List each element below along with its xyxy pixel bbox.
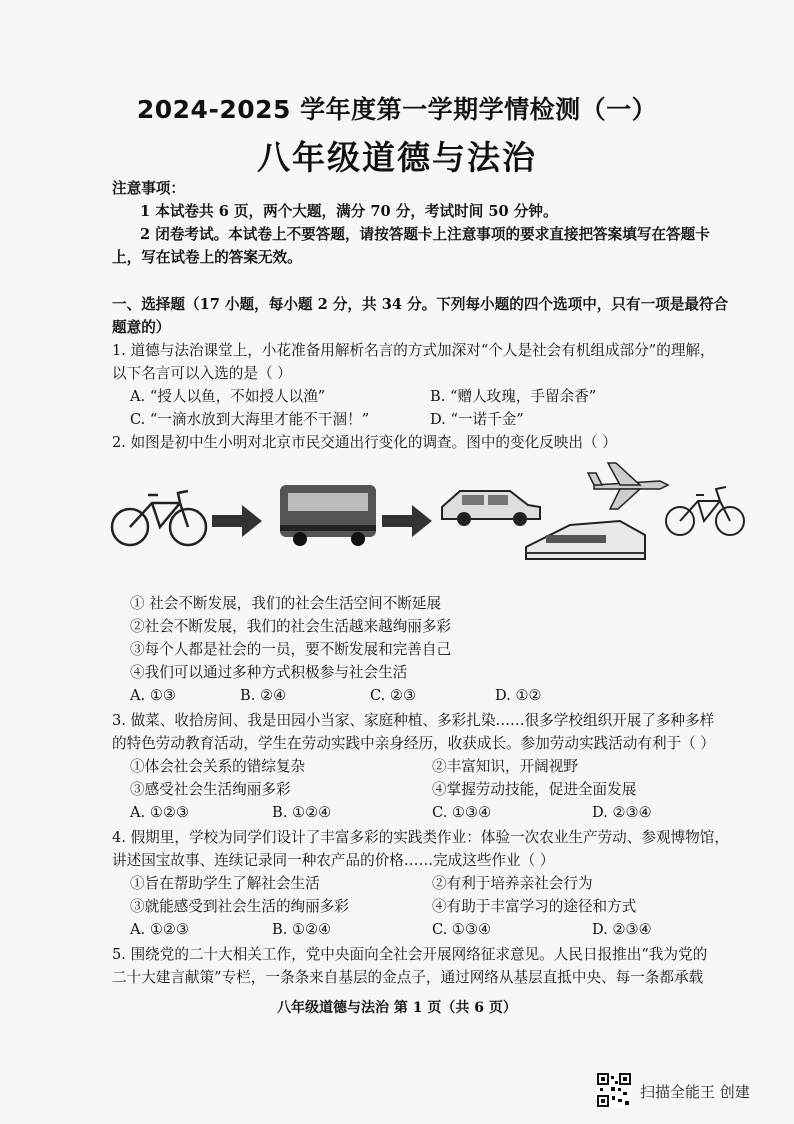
q2-statement-1: ① 社会不断发展，我们的社会生活空间不断延展 (130, 595, 442, 612)
q1-option-b: B. “赠人玫瑰，手留余香” (430, 388, 597, 405)
q1-option-a: A. “授人以鱼，不如授人以渔” (130, 388, 326, 405)
q2-option-d: D. ①② (495, 687, 542, 704)
q3-option-d: D. ②③④ (592, 804, 652, 821)
q4-option-c: C. ①③④ (432, 921, 492, 938)
q2-option-b: B. ②④ (240, 687, 287, 704)
q2-statement-3: ③每个人都是社会的一员，要不断发展和完善自己 (130, 641, 452, 658)
q3-statement-3: ③感受社会生活绚丽多彩 (130, 781, 291, 798)
q4-statement-1: ①旨在帮助学生了解社会生活 (130, 875, 320, 892)
q2-statement-2: ②社会不断发展，我们的社会生活越来越绚丽多彩 (130, 618, 452, 635)
bicycle-icon (112, 491, 206, 545)
q5-stem-cont: 二十大建言献策”专栏，一条条来自基层的金点子，通过网络从基层直抵中央、每一条都承载 (112, 969, 704, 986)
q5-stem: 5. 围绕党的二十大相关工作，党中央面向全社会开展网络征求意见。人民日报推出“我为党的 (112, 946, 708, 963)
bus-icon (280, 485, 376, 546)
scan-watermark-text: 扫描全能王 创建 (640, 1083, 750, 1101)
q4-statement-3: ③就能感受到社会生活的绚丽多彩 (130, 898, 349, 915)
train-icon (526, 521, 645, 559)
shared-bicycle-icon (666, 487, 744, 535)
q1-option-d: D. “一诺千金” (430, 411, 524, 428)
notice-heading: 注意事项： (112, 180, 185, 197)
q1-option-c: C. “一滴水放到大海里才能不干涸！” (130, 411, 370, 428)
exam-title: 2024-2025 学年度第一学期学情检测（一） (136, 95, 658, 124)
q2-option-a: A. ①③ (130, 687, 176, 704)
qr-code-icon (596, 1072, 632, 1108)
scan-watermark (596, 1072, 786, 1112)
section-heading-cont: 题意的） (112, 319, 171, 336)
q3-option-a: A. ①②③ (130, 804, 190, 821)
car-icon (442, 491, 540, 526)
airplane-icon (588, 463, 668, 509)
notice-item-2-cont: 上，写在试卷上的答案无效。 (112, 249, 302, 266)
q2-option-c: C. ②③ (370, 687, 417, 704)
q4-stem: 4. 假期里，学校为同学们设计了丰富多彩的实践类作业：体验一次农业生产劳动、参观博物馆， (112, 829, 729, 846)
q4-option-d: D. ②③④ (592, 921, 652, 938)
notice-item-1: 1 本试卷共 6 页，两个大题，满分 70 分，考试时间 50 分钟。 (140, 203, 558, 220)
q3-statement-4: ④掌握劳动技能，促进全面发展 (432, 781, 637, 798)
q3-stem-cont: 的特色劳动教育活动，学生在劳动实践中亲身经历，收获成长。参加劳动实践活动有利于（ ） (112, 735, 715, 752)
arrow-icon (212, 505, 262, 537)
notice-item-2: 2 闭卷考试。本试卷上不要答题，请按答题卡上注意事项的要求直接把答案填写在答题卡 (140, 226, 710, 243)
q1-stem-cont: 以下名言可以入选的是（ ） (112, 365, 292, 382)
q4-option-b: B. ①②④ (272, 921, 332, 938)
q4-option-a: A. ①②③ (130, 921, 190, 938)
q3-option-c: C. ①③④ (432, 804, 492, 821)
page-footer: 八年级道德与法治 第 1 页（共 6 页） (277, 1000, 517, 1016)
q3-statement-1: ①体会社会关系的错综复杂 (130, 758, 306, 775)
q3-stem: 3. 做菜、收拾房间、我是田园小当家、家庭种植、多彩扎染……很多学校组织开展了多种多样 (112, 712, 715, 729)
q4-stem-cont: 讲述国宝故事、连续记录同一种农产品的价格……完成这些作业（ ） (112, 852, 555, 869)
q4-statement-2: ②有利于培养亲社会行为 (432, 875, 593, 892)
section-heading: 一、选择题（17 小题，每小题 2 分，共 34 分。下列每小题的四个选项中，只有一项是最符合 (112, 296, 729, 313)
q1-stem: 1. 道德与法治课堂上，小花准备用解析名言的方式加深对“个人是社会有机组成部分”的理解， (112, 342, 715, 359)
q2-statement-4: ④我们可以通过多种方式积极参与社会生活 (130, 664, 408, 681)
q3-option-b: B. ①②④ (272, 804, 332, 821)
subject-title: 八年级道德与法治 (257, 138, 537, 177)
q2-stem: 2. 如图是初中生小明对北京市民交通出行变化的调查。图中的变化反映出（ ） (112, 434, 617, 451)
arrow-icon (382, 505, 432, 537)
transport-figure (100, 455, 760, 585)
q3-statement-2: ②丰富知识，开阔视野 (432, 758, 578, 775)
q4-statement-4: ④有助于丰富学习的途径和方式 (432, 898, 637, 915)
